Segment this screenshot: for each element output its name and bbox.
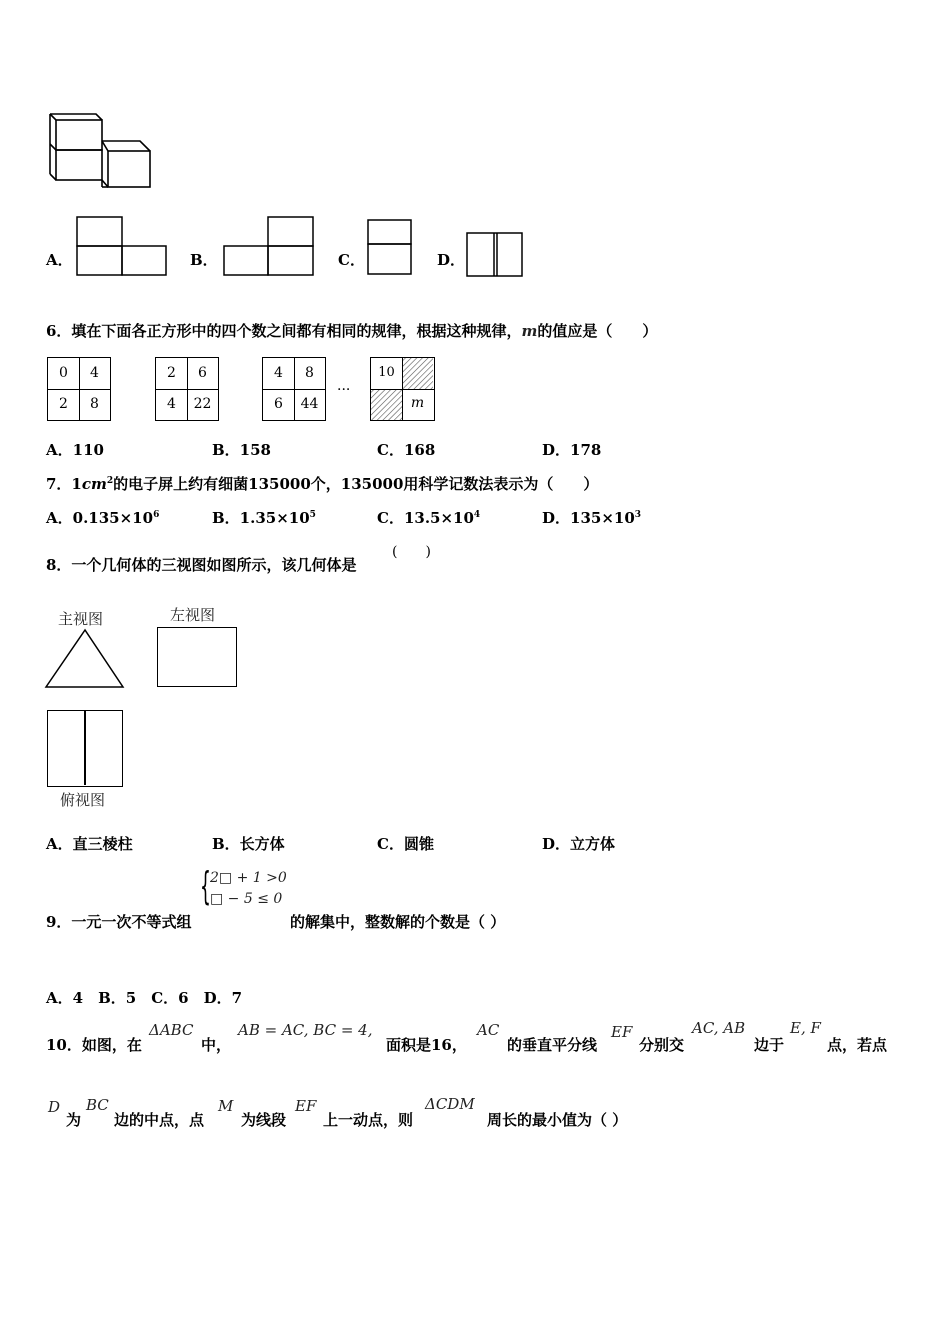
q5-option-c-figure <box>367 219 413 277</box>
q7-option-a: A．$0.135\times 10^6$ <box>46 509 160 527</box>
q8-option-d: D．立方体 <box>542 835 616 853</box>
q8-front-view-label: 主视图 <box>58 610 104 628</box>
q10-part-10: 为线段 <box>241 1111 287 1129</box>
q10-part-5: 分别交 <box>639 1036 685 1054</box>
q6-s1-tl: 0 <box>59 365 68 381</box>
q9-brace: { <box>200 864 211 908</box>
q6-option-c: C．168 <box>377 441 436 459</box>
q6-var-m: m <box>521 322 538 340</box>
q7-option-c: C．$13.5\times 10^4$ <box>377 509 481 527</box>
q6-s4-br: m <box>410 395 425 411</box>
q6-s2-bl: 4 <box>167 396 176 412</box>
q10-part-3: 面积是16， <box>386 1036 467 1054</box>
q7-stem <box>46 473 598 494</box>
q8-top-view <box>47 710 123 787</box>
q10-math-ac: AC <box>477 1021 500 1039</box>
q5-option-d-figure <box>466 232 524 278</box>
q6-option-b: B．158 <box>212 441 271 459</box>
q8-left-view <box>157 627 237 687</box>
q6-s2-br: 22 <box>193 396 212 412</box>
q5-option-d-label: D． <box>437 251 466 269</box>
q7-pre: 7．1 <box>46 475 82 493</box>
q6-square-1 <box>47 357 111 421</box>
q6-s4-tl: 10 <box>378 365 395 380</box>
q10-part-7: 点，若点 <box>827 1036 888 1054</box>
q5-option-a-figure <box>76 216 168 278</box>
q10-part-6: 边于 <box>754 1036 785 1054</box>
q6-s3-br: 44 <box>300 396 319 412</box>
q7-option-d: D．$135\times 10^3$ <box>542 509 642 527</box>
q5-solid-figure <box>44 108 159 194</box>
q8-stem: 8．一个几何体的三视图如图所示，该几何体是 <box>46 556 357 574</box>
q9-ineq-1: 2□ + 1 >0 <box>210 870 287 886</box>
q6-square-3 <box>262 357 326 421</box>
q5-option-a-label: A． <box>46 251 73 269</box>
q9-stem-2: 的解集中，整数解的个数是（ ） <box>290 913 506 931</box>
q10-math-e-f: E, F <box>790 1019 821 1037</box>
q5-option-b-figure <box>223 216 315 278</box>
q7-text: 的电子屏上约有细菌135000个，135000用科学记数法表示为（ ） <box>113 475 599 493</box>
q10-part-1: 10．如图，在 <box>46 1036 142 1054</box>
q6-option-d: D．178 <box>542 441 602 459</box>
q10-part-2: 中， <box>201 1036 232 1054</box>
q9-options: A．4 B．5 C．6 D．7 <box>46 989 243 1007</box>
q6-ellipsis: ··· <box>337 382 351 398</box>
q6-option-a: A．110 <box>46 441 104 459</box>
q6-s2-tr: 6 <box>198 365 207 381</box>
q7-unit: cm <box>81 475 107 493</box>
q8-front-view <box>44 628 126 690</box>
q6-text: 6．填在下面各正方形中的四个数之间都有相同的规律，根据这种规律， <box>46 322 522 340</box>
q5-option-b-label: B． <box>190 251 218 269</box>
q6-s1-bl: 2 <box>59 396 68 412</box>
q8-option-b: B．长方体 <box>212 835 285 853</box>
q10-math-d: D <box>48 1098 61 1116</box>
q6-square-4 <box>370 357 435 421</box>
q5-option-c-label: C． <box>338 251 365 269</box>
q8-option-c: C．圆锥 <box>377 835 434 853</box>
q10-math-ab-ac: AB = AC, BC = 4, <box>238 1021 373 1039</box>
q10-math-ac-ab: AC, AB <box>692 1019 746 1037</box>
q7-unit-exp: 2 <box>106 476 114 486</box>
q10-math-triangle-abc: ΔABC <box>149 1021 194 1039</box>
q10-part-11: 上一动点，则 <box>323 1111 414 1129</box>
q6-square-2 <box>155 357 219 421</box>
q10-part-8: 为 <box>66 1111 82 1129</box>
q9-ineq-2: □ − 5 ≤ 0 <box>210 891 283 907</box>
q9-stem: 9．一元一次不等式组 <box>46 913 192 931</box>
q6-text2: 的值应是（ ） <box>537 322 658 340</box>
q8-left-view-label: 左视图 <box>170 606 216 624</box>
q7-option-b: B．$1.35\times 10^5$ <box>212 509 316 527</box>
q10-part-12: 周长的最小值为（ ） <box>487 1111 628 1129</box>
q6-s3-tl: 4 <box>274 365 283 381</box>
q10-part-4: 的垂直平分线 <box>507 1036 598 1054</box>
q6-s3-bl: 6 <box>274 396 283 412</box>
q9-inequality-system <box>200 864 292 912</box>
q10-math-m: M <box>218 1097 234 1115</box>
q8-top-view-label: 俯视图 <box>60 791 106 809</box>
q6-s1-tr: 4 <box>90 365 99 381</box>
q6-s2-tl: 2 <box>167 365 176 381</box>
q6-stem <box>46 320 657 341</box>
q10-math-ef-2: EF <box>295 1097 317 1115</box>
q10-math-ef: EF <box>611 1023 633 1041</box>
q8-paren: ( ) <box>392 544 431 560</box>
q10-part-9: 边的中点，点 <box>114 1111 205 1129</box>
q6-s1-br: 8 <box>90 396 99 412</box>
q6-s3-tr: 8 <box>305 365 314 381</box>
q8-option-a: A．直三棱柱 <box>46 835 133 853</box>
q10-math-triangle-cdm: ΔCDM <box>425 1095 475 1113</box>
q10-math-bc: BC <box>86 1096 109 1114</box>
